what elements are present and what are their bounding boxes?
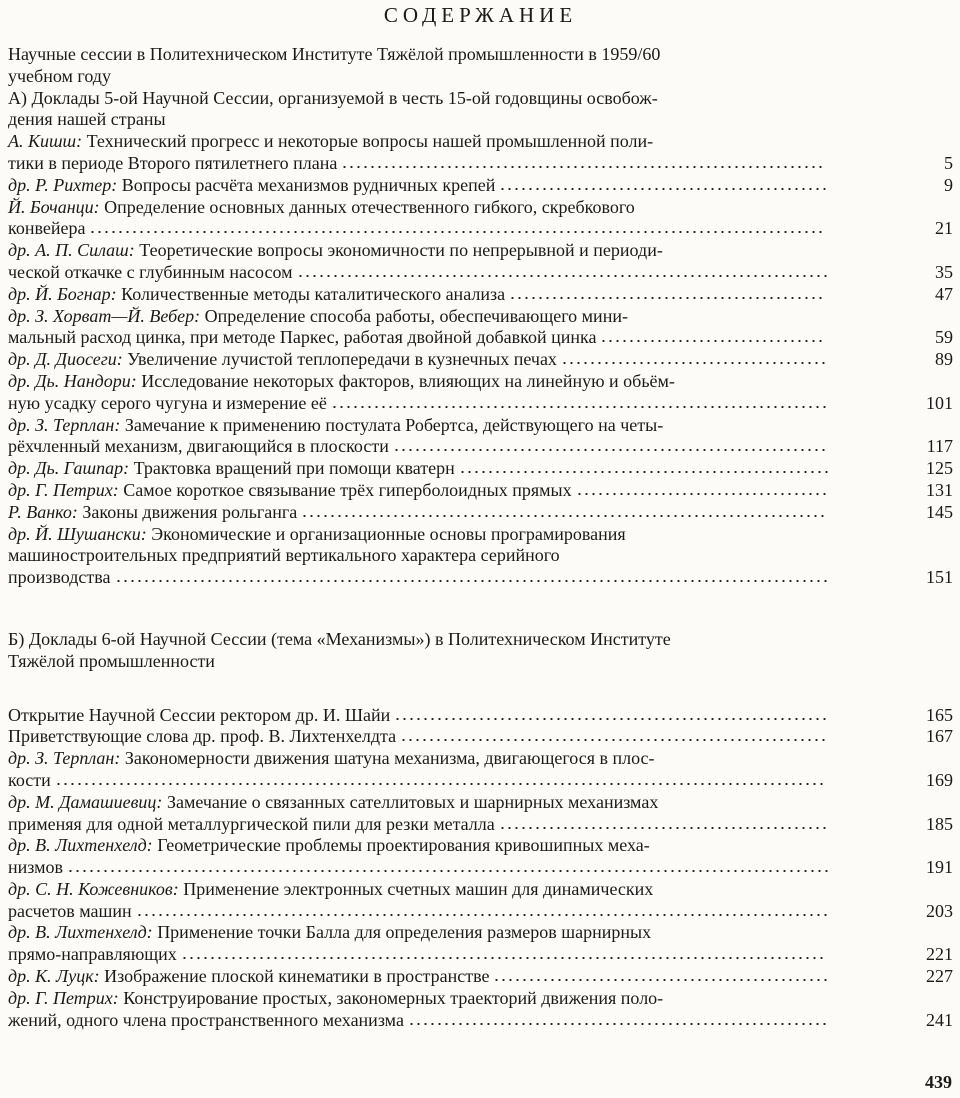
toc-entry: [8, 524, 953, 589]
leader-dots: [600, 339, 824, 343]
toc-author: др. З. Терплан:: [8, 748, 121, 769]
toc-page-number: 21: [935, 218, 953, 239]
toc-entry-line: [8, 748, 901, 770]
toc-author: др. С. Н. Кожевников:: [8, 878, 179, 899]
intro-heading: [8, 44, 953, 88]
leader-dots: [393, 448, 827, 452]
toc-author: др. Г. Петрих:: [8, 987, 119, 1008]
toc-title-text: Определение основных данных отечественного гибкого, скребкового: [99, 196, 635, 217]
toc-title-text: прямо-направляющих: [8, 944, 177, 965]
toc-page-number: 167: [926, 726, 953, 747]
toc-entry-line: [8, 218, 901, 240]
toc-title-text: ческой откачке с глубинным насосом: [8, 261, 293, 282]
toc-title-text: жений, одного члена пространственного механизма: [8, 1009, 404, 1030]
leader-dots: [301, 514, 826, 518]
toc-entry: [8, 966, 953, 988]
toc-author: Й. Бочанци:: [8, 196, 100, 217]
toc-entry: [8, 748, 953, 792]
toc-page-number: 203: [926, 900, 953, 921]
toc-page-number: 221: [926, 944, 953, 965]
toc-title-text: машиностроительных предприятий вертикального характера серийного: [8, 545, 560, 566]
leader-dots: [67, 869, 830, 873]
section-b-heading-line: Тяжёлой промышленности: [8, 650, 215, 671]
toc-entry-line: [8, 283, 901, 306]
toc-title-text: Конструирование простых, закономерных траекторий движения поло-: [118, 987, 664, 1008]
toc-entry-line: [8, 327, 901, 349]
leader-dots: [331, 405, 828, 409]
toc-author: др. К. Луцк:: [8, 966, 100, 987]
toc-page-number: 9: [944, 174, 953, 195]
toc-title-text: ную усадку серого чугуна и измерение её: [8, 392, 327, 413]
toc-author: др. З. Терплан:: [8, 414, 121, 435]
toc-title-text: Определение способа работы, обеспечивающего мини-: [200, 305, 628, 326]
toc-author: др. Й. Богнар:: [8, 283, 117, 304]
toc-entry: [8, 240, 953, 284]
toc-entry-line: [8, 392, 901, 415]
toc-page-number: 5: [944, 152, 953, 173]
toc-author: др. З. Хорват—Й. Вебер:: [8, 305, 201, 326]
leader-dots: [561, 361, 827, 365]
leader-dots: [400, 738, 827, 742]
toc-page-number: 117: [926, 436, 953, 457]
toc-entry-line: [8, 436, 901, 458]
toc-entry-line: [8, 523, 901, 546]
section-b-list: [8, 705, 953, 1032]
section-b-heading: [8, 629, 953, 673]
toc-entry-line: [8, 791, 901, 814]
toc-page: [8, 0, 953, 1031]
leader-dots: [576, 492, 828, 496]
toc-entry: [8, 306, 953, 350]
leader-dots: [341, 165, 824, 169]
toc-entry: [8, 371, 953, 415]
toc-entry-line: [8, 414, 901, 437]
toc-page-number: 145: [926, 501, 953, 522]
leader-dots: [136, 913, 829, 917]
page-title: СОДЕРЖАНИЕ: [383, 3, 578, 27]
toc-entry: [8, 131, 953, 175]
toc-title-text: Трактовка вращений при помощи кватерн: [129, 458, 455, 479]
toc-title-text: применяя для одной металлургической пили для резки металла: [8, 813, 495, 834]
toc-author: др. Дь. Гашпар:: [8, 458, 130, 479]
toc-entry: [8, 284, 953, 306]
leader-dots: [459, 470, 830, 474]
toc-entry-line: [8, 900, 901, 923]
toc-title-text: Применение точки Балла для определения размеров шарнирных: [152, 922, 652, 943]
toc-title-text: мальный расход цинка, при методе Паркес, работая двойной добавкой цинка: [8, 327, 597, 348]
toc-title-text: производства: [8, 567, 111, 588]
toc-entry-line: [8, 370, 901, 393]
toc-entry: [8, 705, 953, 727]
toc-page-number: 151: [926, 567, 953, 588]
toc-entry-line: [8, 305, 901, 328]
section-a-heading-line: А) Доклады 5-ой Научной Сессии, организуемой в честь 15-ой годовщины освобож-: [8, 87, 658, 108]
leader-dots: [181, 956, 825, 960]
toc-page-number: 89: [935, 349, 953, 370]
toc-author: др. В. Лихтенхелд:: [8, 922, 153, 943]
toc-title-text: Применение электронных счетных машин для динамических: [178, 878, 654, 899]
toc-title-text: Экономические и организационные основы програмирования: [146, 523, 626, 544]
toc-entry: [8, 726, 953, 748]
toc-title-text: Количественные методы каталитического анализа: [116, 283, 506, 304]
leader-dots: [499, 826, 828, 830]
toc-entry: [8, 175, 953, 197]
leader-dots: [499, 187, 828, 191]
toc-entry-line: [8, 987, 901, 1010]
toc-page-number: 185: [926, 813, 953, 834]
toc-entry-line: [8, 1009, 901, 1032]
toc-entry: [8, 415, 953, 459]
toc-author: др. М. Дамашиевиц:: [8, 791, 163, 812]
toc-entry: [8, 879, 953, 923]
intro-line: Научные сессии в Политехническом Институте Тяжёлой промышленности в 1959/60: [8, 44, 661, 64]
leader-dots: [55, 782, 825, 786]
toc-title-text: рёхчленный механизм, двигающийся в плоскости: [8, 436, 389, 457]
toc-entry-line: [8, 769, 901, 792]
toc-title-text: Увеличение лучистой теплопередачи в кузнечных печах: [122, 349, 557, 370]
toc-page-number: 191: [926, 857, 953, 878]
toc-page-number: 47: [935, 283, 953, 304]
toc-page-number: 101: [926, 392, 953, 413]
toc-title-text: Приветствующие слова др. проф. В. Лихтенхелдта: [8, 726, 397, 747]
toc-entry-line: [8, 152, 901, 175]
toc-title-text: Технический прогресс и некоторые вопросы нашей промышленной поли-: [82, 131, 654, 152]
toc-author: др. Р. Рихтер:: [8, 174, 118, 195]
leader-dots: [89, 230, 824, 234]
toc-entry: [8, 480, 953, 502]
page-number: 439: [925, 1072, 952, 1092]
toc-entry-line: [8, 835, 901, 857]
toc-author: др. Г. Петрих:: [8, 479, 119, 500]
toc-title-text: Открытие Научной Сессии ректором др. И. Шайи: [8, 704, 391, 725]
toc-entry: [8, 988, 953, 1032]
toc-entry-line: [8, 704, 901, 727]
toc-page-number: 241: [926, 1009, 953, 1030]
toc-author: Р. Ванко:: [8, 501, 78, 522]
leader-dots: [493, 978, 829, 982]
toc-title-text: кости: [8, 769, 51, 790]
toc-entry-line: [8, 458, 901, 480]
toc-entry: [8, 502, 953, 524]
toc-page-number: 131: [926, 479, 953, 500]
toc-author: А. Кишш:: [8, 131, 83, 152]
toc-title-text: конвейера: [8, 218, 86, 239]
leader-dots: [408, 1022, 828, 1026]
toc-entry-line: [8, 878, 901, 901]
toc-page-number: 165: [926, 704, 953, 725]
toc-title-text: Закономерности движения шатуна механизма, двигающегося в плос-: [120, 748, 655, 769]
toc-page-number: 125: [926, 458, 953, 479]
toc-page-number: 59: [935, 327, 953, 348]
section-a-list: [8, 131, 953, 589]
toc-entry-line: [8, 857, 901, 879]
toc-entry-line: [8, 131, 901, 153]
toc-title-text: низмов: [8, 857, 64, 878]
toc-entry-line: [8, 545, 901, 567]
toc-author: др. А. П. Силаш:: [8, 240, 135, 261]
toc-author: др. Й. Шушански:: [8, 523, 147, 544]
toc-entry-line: [8, 567, 901, 589]
toc-page-number: 169: [926, 769, 953, 790]
section-a-heading: [8, 88, 953, 132]
toc-entry-line: [8, 479, 901, 502]
toc-title-text: Самое короткое связывание трёх гиперболоидных прямых: [118, 479, 572, 500]
toc-entry-line: [8, 501, 901, 524]
toc-title-text: Замечание к применению постулата Робертса, действующего на четы-: [120, 414, 664, 435]
toc-title-text: Теоретические вопросы экономичности по непрерывной и периоди-: [134, 240, 663, 261]
toc-entry-line: [8, 944, 901, 966]
leader-dots: [115, 579, 829, 583]
toc-title-text: Геометрические проблемы проектирования кривошипных меха-: [152, 835, 650, 856]
toc-author: др. В. Лихтенхелд:: [8, 835, 153, 856]
leader-dots: [509, 296, 824, 300]
toc-entry-line: [8, 349, 901, 371]
toc-title-text: Законы движения рольганга: [77, 501, 298, 522]
toc-author: др. Д. Диосеги:: [8, 349, 123, 370]
toc-entry: [8, 197, 953, 241]
toc-title-text: Замечание о связанных сателлитовых и шарнирных механизмах: [162, 791, 659, 812]
toc-page-number: 35: [935, 261, 953, 282]
toc-entry: [8, 458, 953, 480]
toc-title-text: Исследование некоторых факторов, влияющих на линейную и обьём-: [136, 370, 675, 391]
toc-entry-line: [8, 726, 901, 748]
toc-title-text: тики в периоде Второго пятилетнего плана: [8, 152, 338, 173]
toc-title-text: Вопросы расчёта механизмов рудничных крепей: [117, 174, 496, 195]
toc-entry: [8, 792, 953, 836]
toc-author: др. Дь. Нандори:: [8, 370, 137, 391]
toc-title-text: Изображение плоской кинематики в пространстве: [99, 966, 490, 987]
toc-entry-line: [8, 196, 901, 219]
section-b-heading-line: Б) Доклады 6-ой Научной Сессии (тема «Механизмы») в Политехническом Институте: [8, 628, 671, 649]
toc-entry-line: [8, 174, 901, 197]
toc-title-text: расчетов машин: [8, 900, 132, 921]
leader-dots: [394, 717, 828, 721]
toc-page-number: 227: [926, 966, 953, 987]
toc-entry-line: [8, 261, 901, 284]
toc-entry-line: [8, 240, 901, 262]
toc-entry-line: [8, 922, 901, 944]
toc-entry-line: [8, 813, 901, 836]
toc-entry: [8, 922, 953, 966]
leader-dots: [297, 274, 829, 278]
intro-line: учебном году: [8, 65, 111, 86]
toc-entry: [8, 349, 953, 371]
toc-entry: [8, 835, 953, 879]
toc-entry-line: [8, 966, 901, 988]
section-a-heading-line: дения нашей страны: [8, 109, 166, 130]
